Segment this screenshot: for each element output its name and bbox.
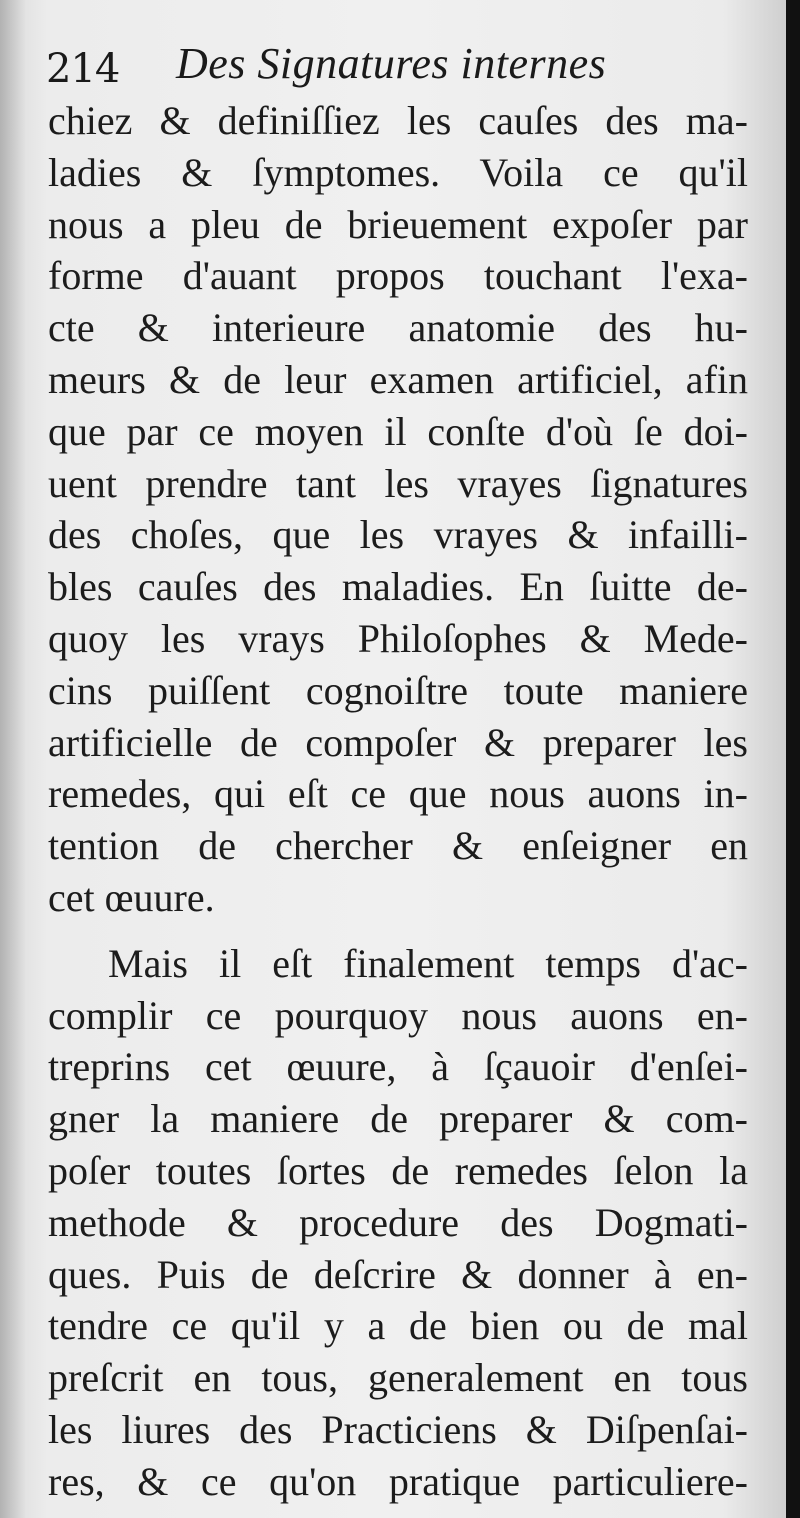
text-line: ladies & ſymptomes. Voila ce qu'il <box>48 149 748 195</box>
text-line: nous a pleu de brieuement expoſer par <box>48 201 748 247</box>
text-line: les liures des Practiciens & Diſpenſai- <box>48 1406 748 1452</box>
text-line: chiez & definiſſiez les cauſes des ma- <box>48 98 748 143</box>
text-line: ques. Puis de deſcrire & donner à en- <box>48 1251 748 1297</box>
running-title: Des Signatures internes <box>176 39 607 88</box>
text-line: treprins cet œuure, à ſçauoir d'enſei- <box>48 1044 748 1090</box>
page-header <box>46 38 746 98</box>
text-line: Mais il eſt finalement temps d'ac- <box>108 940 748 986</box>
text-line: uent prendre tant les vrayes ſignatures <box>48 460 748 506</box>
text-line: methode & procedure des Dogmati- <box>48 1199 748 1245</box>
text-line: tention de chercher & enſeigner en <box>48 823 748 869</box>
text-line: remedes, qui eſt ce que nous auons in- <box>48 771 748 817</box>
paragraph-gap <box>48 924 748 938</box>
text-line: gner la maniere de preparer & com- <box>48 1096 748 1142</box>
page-number: 214 <box>46 46 120 92</box>
text-line: complir ce pourquoy nous auons en- <box>48 992 748 1038</box>
text-line: cet œuure. <box>48 874 215 920</box>
text-line: res, & ce qu'on pratique particuliere- <box>48 1458 748 1504</box>
text-line: preſcrit en tous, generalement en tous <box>48 1355 748 1401</box>
text-line: des choſes, que les vrayes & infailli- <box>48 512 748 558</box>
text-line: cins puiſſent cognoiſtre toute maniere <box>48 667 748 713</box>
text-line: forme d'auant propos touchant l'exa- <box>48 253 748 299</box>
text-line: poſer toutes ſortes de remedes ſelon la <box>48 1147 748 1193</box>
gutter-shadow <box>0 0 26 1518</box>
text-line: artificielle de compoſer & preparer les <box>48 719 748 765</box>
text-line: tendre ce qu'il y a de bien ou de mal <box>48 1303 748 1349</box>
text-line: bles cauſes des maladies. En ſuitte de- <box>48 564 748 610</box>
text-line: meurs & de leur examen artificiel, afin <box>48 356 748 402</box>
scan-border <box>786 0 800 1518</box>
text-line: quoy les vrays Philoſophes & Mede- <box>48 615 748 661</box>
paragraph-2 <box>48 938 748 1508</box>
text-line: que par ce moyen il conſte d'où ſe doi- <box>48 408 748 454</box>
paragraph-1 <box>48 95 748 924</box>
body-text <box>48 95 748 1508</box>
text-line: cte & interieure anatomie des hu- <box>48 305 748 351</box>
